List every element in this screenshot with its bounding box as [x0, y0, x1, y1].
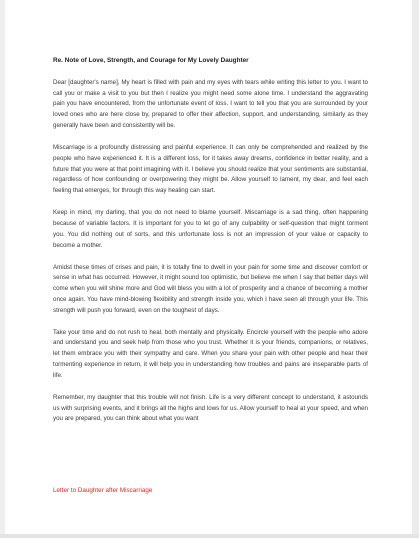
paragraph-remember: Remember, my daughter that this trouble will not finish. Life is a very different concept to understand, it astounds us with surprising events, and it brings all the highs and lows for us. Allow yourself to heal at your speed, and when you are prepared, you can think about what you want	[53, 393, 368, 423]
page-edge-left	[0, 0, 5, 538]
letter-body	[53, 56, 368, 436]
paragraph-miscarriage: Miscarriage is a profoundly distressing and painful experience. It can only be comprehended and realized by the people who have experienced it. It is a different loss, for it takes away dreams, confidence in better reality, and a future that you were at that point imagining with it. I believe you should realize that your sentiments are substantial, regardless of how confounding or overpowering they might be. Allow yourself to lament, my dear, and feel each feeling that emerges, for through this way healing can start.	[53, 143, 368, 195]
page-edge-bottom	[0, 534, 419, 538]
paragraph-greeting: Dear [daughter's name], My heart is filled with pain and my eyes with tears while writing this letter to you. I want to call you or make a visit to you but then I realize you might need some alone time. I understand the aggravating pain you have encountered, from the unfortunate event of loss. I want to tell you that you are surrounded by your loved ones who are here close by, prepared to offer their affection, support, and understanding, similarly as they generally have been and consistently will be.	[53, 78, 368, 129]
paragraph-take-time: Take your time and do not rush to heal, both mentally and physically. Encircle yourself with the people who adore and understand you and seek help from those who you trust. Whether it is your friends, companions, or relatives, let them embrace you with their sympathy and care. When you share your pain with other people and hear their tormenting experience in return, it will help you in understanding how troubles and pains are inseparable parts of life.	[53, 328, 368, 379]
page-edge-right	[412, 0, 419, 538]
letter-title: Re. Note of Love, Strength, and Courage for My Lovely Daughter	[53, 57, 249, 64]
footer-label: Letter to Daughter after Miscarriage	[53, 487, 153, 494]
paragraph-better-days: Amidst these times of crises and pain, it is totally fine to dwell in your pain for some time and discover comfort or sense in what has occurred. However, it might sound too optimistic, but believe me when I say that better days will come when you will shine more and God will bless you with a lot of prosperity and a chance of becoming a mother once again. You have mind-blowing flexibility and strength inside you, which I have seen all through your life. This strength will push you forward, even on the toughest of days.	[53, 263, 368, 314]
paragraph-no-blame: Keep in mind, my darling, that you do not need to blame yourself. Miscarriage is a sad thing, often happening because of variable factors. It is important for you to let go of any culpability or self-question that might torment you. You did nothing out of sorts, and this unfortunate loss is not an impression of your value or capacity to become a mother.	[53, 209, 368, 249]
